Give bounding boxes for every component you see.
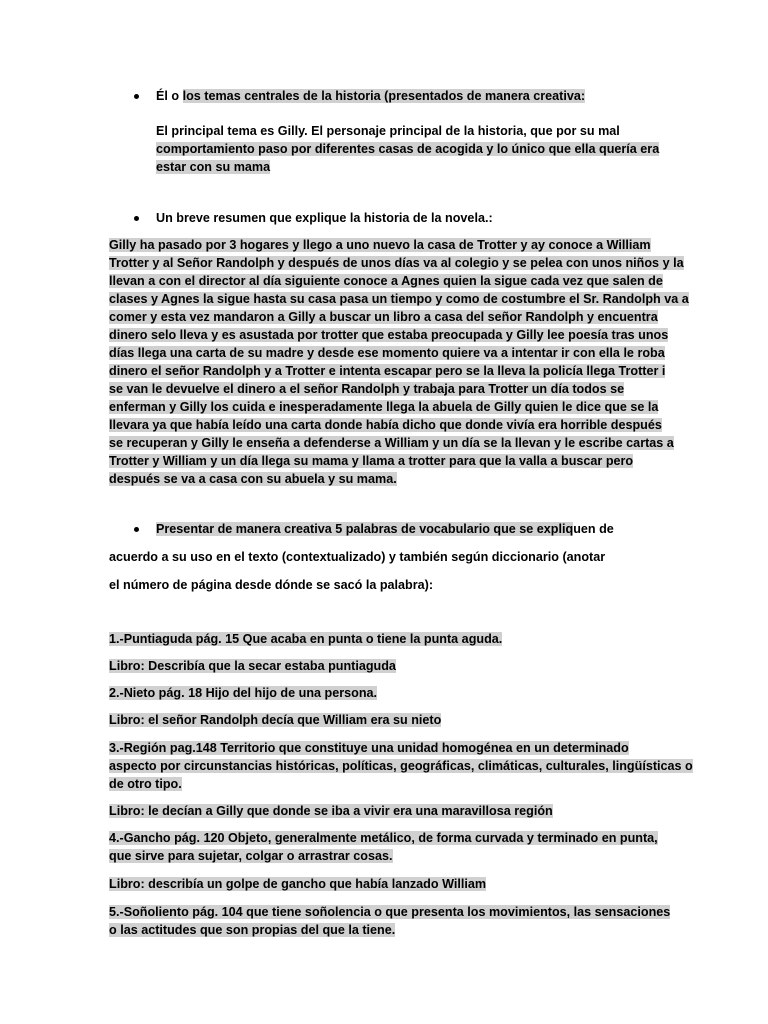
answer-line: El principal tema es Gilly. El personaje principal de la historia, que por su mal — [156, 124, 620, 138]
vocab-book-context — [109, 802, 659, 820]
vocab-definition: 1.-Puntiaguda pág. 15 Que acaba en punta o tiene la punta aguda. — [109, 632, 503, 646]
vocab-definition: o las actitudes que son propias del que la tiene. — [109, 923, 396, 937]
vocab-definition: aspecto por circunstancias históricas, políticas, geográficas, climáticas, culturales, lingüísticas o — [109, 759, 693, 773]
summary-line: dinero selo lleva y es asustada por trotter que estaba preocupada y Gilly lee poesía tras unos — [109, 328, 669, 342]
vocab-book-context — [109, 875, 659, 893]
section3-heading-highlight: Presentar de manera creativa 5 palabras de vocabulario que se expliq — [156, 522, 574, 536]
summary-line: clases y Agnes la sigue hasta su casa pasa un tiempo y como de costumbre el Sr. Randolph va a — [109, 292, 689, 306]
summary-line: se van le devuelve el dinero a el señor Randolph y trabaja para Trotter un día todos se — [109, 382, 625, 396]
section3-heading-rest: uen de — [573, 522, 614, 536]
summary-line: llevara ya que había leído una carta donde había dicho que donde vivía era horrible después — [109, 418, 662, 432]
vocab-definition: 3.-Región pag.148 Territorio que constituye una unidad homogénea en un determinado — [109, 741, 629, 755]
section1-heading-prefix: Él o — [156, 89, 183, 103]
vocab-definition: de otro tipo. — [109, 777, 182, 791]
answer-line-highlight: comportamiento paso por diferentes casas de acogida y lo único que ella quería era — [156, 142, 660, 156]
summary-line: Gilly ha pasado por 3 hogares y llego a uno nuevo la casa de Trotter y ay conoce a William — [109, 238, 651, 252]
vocab-libro: Libro: el señor Randolph decía que William era su nieto — [109, 713, 442, 727]
section2-summary — [109, 236, 689, 488]
vocab-entry — [109, 684, 659, 702]
vocab-entry — [109, 739, 693, 793]
vocab-libro: Libro: describía un golpe de gancho que había lanzado William — [109, 877, 487, 891]
vocab-entry — [109, 903, 671, 939]
vocab-definition: 2.-Nieto pág. 18 Hijo del hijo de una persona. — [109, 686, 378, 700]
vocab-definition: que sirve para sujetar, colgar o arrastrar cosas. — [109, 849, 393, 863]
summary-line: dinero el señor Randolph y a Trotter e intenta escapar pero se la lleva la policía llega Trotter i — [109, 364, 666, 378]
section1-heading — [156, 87, 585, 105]
summary-line: se recuperan y Gilly le enseña a defenderse a William y un día se la llevan y le escribe cartas a — [109, 436, 674, 450]
section1-answer — [156, 122, 660, 176]
vocab-entry — [109, 829, 659, 865]
summary-line: comer y esta vez mandaron a Gilly a buscar un libro a casa del señor Randolph y encuentra — [109, 310, 658, 324]
bullet-icon — [134, 94, 139, 99]
summary-line: días llega una carta de su madre y desde ese momento quiere va a intentar ir con ella le roba — [109, 346, 665, 360]
summary-line: después se va a casa con su abuela y su mama. — [109, 472, 397, 486]
summary-line: llevan a con el director al día siguiente conoce a Agnes quien la sigue cada vez que salen de — [109, 274, 663, 288]
summary-line: enferman y Gilly los cuida e inesperadamente llega la abuela de Gilly quien le dice que se la — [109, 400, 659, 414]
section3-line2: acuerdo a su uso en el texto (contextualizado) y también según diccionario (anotar — [109, 550, 606, 564]
bullet-icon — [134, 527, 139, 532]
bullet-icon — [134, 216, 139, 221]
vocab-book-context — [109, 711, 659, 729]
vocab-libro: Libro: Describía que la secar estaba puntiaguda — [109, 659, 396, 673]
section1-heading-highlight: los temas centrales de la historia (presentados de manera creativa: — [182, 89, 586, 103]
vocab-libro: Libro: le decían a Gilly que donde se iba a vivir era una maravillosa región — [109, 804, 553, 818]
vocab-entry — [109, 630, 659, 648]
summary-line: Trotter y William y un día llega su mama y llama a trotter para que la valla a buscar pero — [109, 454, 634, 468]
section3-heading — [156, 520, 614, 538]
section3-line3: el número de página desde dónde se sacó la palabra): — [109, 578, 434, 592]
vocab-definition: 5.-Soñoliento pág. 104 que tiene soñolencia o que presenta los movimientos, las sensaciones — [109, 905, 671, 919]
section2-heading-text: Un breve resumen que explique la historia de la novela.: — [156, 211, 493, 225]
section2-heading — [156, 209, 493, 227]
vocab-book-context — [109, 657, 659, 675]
vocab-definition: 4.-Gancho pág. 120 Objeto, generalmente metálico, de forma curvada y terminado en punta, — [109, 831, 658, 845]
summary-line: Trotter y al Señor Randolph y después de unos días va al colegio y se pelea con unos niños y la — [109, 256, 684, 270]
answer-line-highlight: estar con su mama — [156, 160, 271, 174]
